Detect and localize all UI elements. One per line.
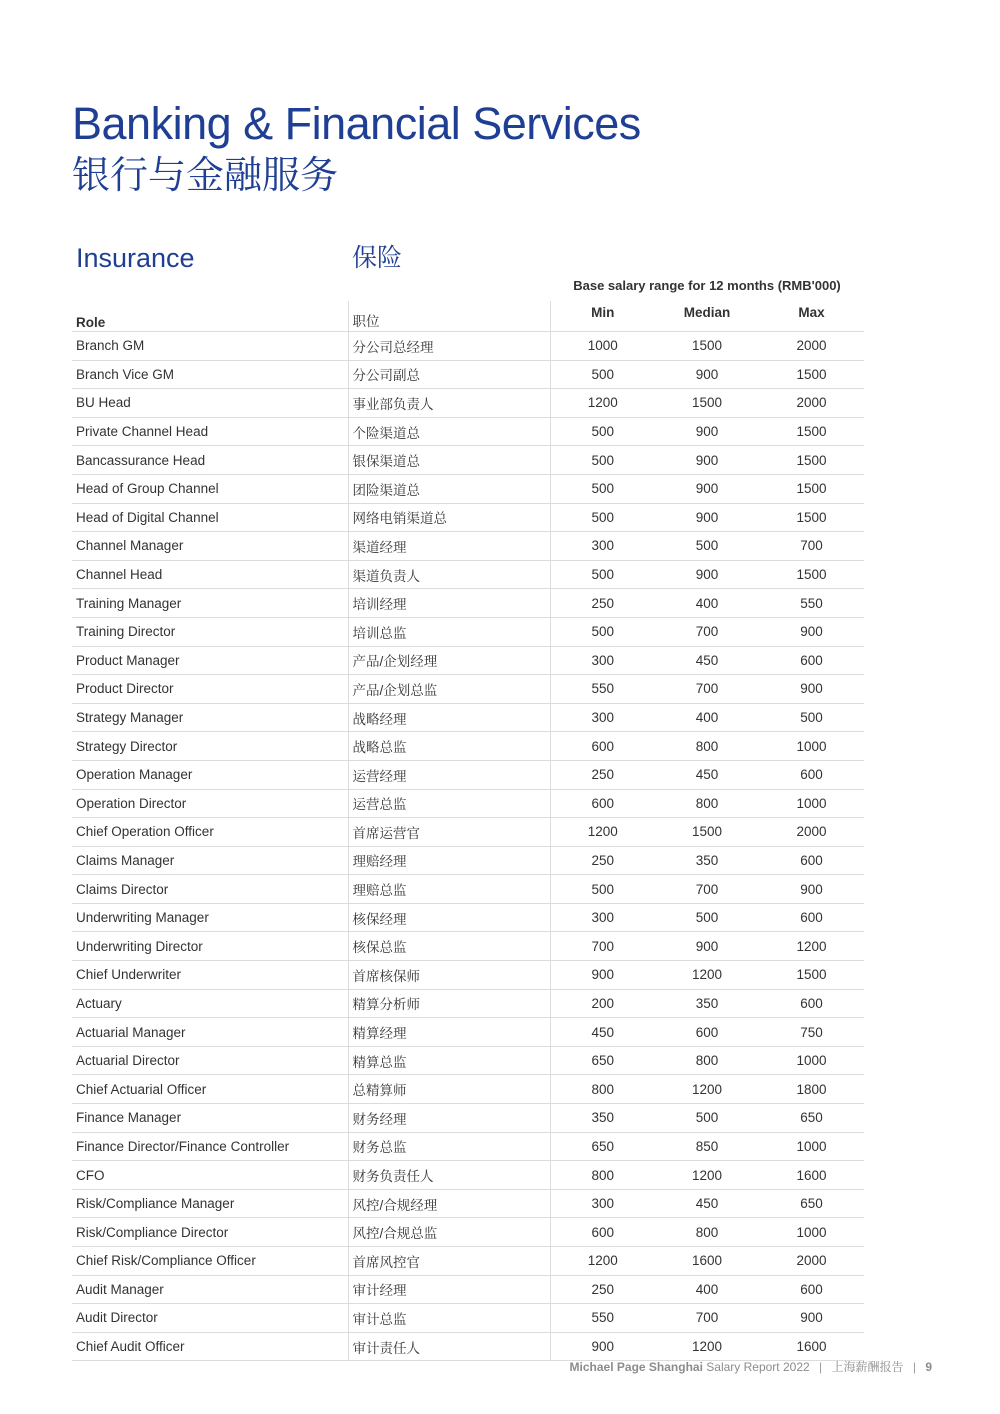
table-row xyxy=(72,703,864,732)
max-salary-cell: 1500 xyxy=(759,446,864,475)
min-salary-cell: 800 xyxy=(550,1075,655,1104)
role-cell: Underwriting Director xyxy=(72,932,348,961)
min-salary-cell: 700 xyxy=(550,932,655,961)
role-chinese-cell: 银保渠道总 xyxy=(348,446,550,475)
median-salary-cell: 1200 xyxy=(655,1075,759,1104)
max-salary-cell: 1500 xyxy=(759,474,864,503)
median-salary-cell: 1200 xyxy=(655,961,759,990)
max-salary-cell: 700 xyxy=(759,532,864,561)
table-row xyxy=(72,646,864,675)
table-row xyxy=(72,846,864,875)
table-row xyxy=(72,1304,864,1333)
min-salary-cell: 200 xyxy=(550,989,655,1018)
min-salary-cell: 300 xyxy=(550,532,655,561)
role-chinese-cell: 总精算师 xyxy=(348,1075,550,1104)
role-chinese-cell: 风控/合规经理 xyxy=(348,1189,550,1218)
table-row xyxy=(72,1189,864,1218)
median-salary-cell: 700 xyxy=(655,675,759,704)
max-salary-cell: 1000 xyxy=(759,732,864,761)
max-salary-cell: 600 xyxy=(759,760,864,789)
role-cell: Audit Manager xyxy=(72,1275,348,1304)
role-cell: Chief Risk/Compliance Officer xyxy=(72,1247,348,1276)
table-row xyxy=(72,417,864,446)
role-chinese-cell: 培训总监 xyxy=(348,617,550,646)
table-row xyxy=(72,1075,864,1104)
role-chinese-cell: 培训经理 xyxy=(348,589,550,618)
role-cell: Finance Manager xyxy=(72,1104,348,1133)
role-chinese-cell: 渠道经理 xyxy=(348,532,550,561)
column-header-role-chinese: 职位 xyxy=(348,301,550,332)
table-row xyxy=(72,332,864,361)
role-chinese-cell: 团险渠道总 xyxy=(348,474,550,503)
role-cell: Actuarial Director xyxy=(72,1046,348,1075)
max-salary-cell: 1000 xyxy=(759,1046,864,1075)
role-cell: BU Head xyxy=(72,389,348,418)
table-row xyxy=(72,389,864,418)
role-cell: Chief Actuarial Officer xyxy=(72,1075,348,1104)
role-cell: Chief Operation Officer xyxy=(72,818,348,847)
role-cell: Audit Director xyxy=(72,1304,348,1333)
role-chinese-cell: 事业部负责人 xyxy=(348,389,550,418)
median-salary-cell: 350 xyxy=(655,989,759,1018)
table-row xyxy=(72,1104,864,1133)
max-salary-cell: 750 xyxy=(759,1018,864,1047)
table-row xyxy=(72,760,864,789)
role-chinese-cell: 渠道负责人 xyxy=(348,560,550,589)
max-salary-cell: 1000 xyxy=(759,1218,864,1247)
max-salary-cell: 2000 xyxy=(759,1247,864,1276)
min-salary-cell: 650 xyxy=(550,1132,655,1161)
min-salary-cell: 500 xyxy=(550,446,655,475)
table-row xyxy=(72,1046,864,1075)
min-salary-cell: 300 xyxy=(550,646,655,675)
median-salary-cell: 1600 xyxy=(655,1247,759,1276)
median-salary-cell: 1500 xyxy=(655,818,759,847)
max-salary-cell: 650 xyxy=(759,1189,864,1218)
column-header-median: Median xyxy=(655,301,759,332)
median-salary-cell: 800 xyxy=(655,732,759,761)
max-salary-cell: 1000 xyxy=(759,789,864,818)
role-cell: Product Manager xyxy=(72,646,348,675)
median-salary-cell: 900 xyxy=(655,503,759,532)
min-salary-cell: 500 xyxy=(550,560,655,589)
median-salary-cell: 400 xyxy=(655,703,759,732)
role-chinese-cell: 首席核保师 xyxy=(348,961,550,990)
median-salary-cell: 800 xyxy=(655,1046,759,1075)
max-salary-cell: 2000 xyxy=(759,332,864,361)
median-salary-cell: 1200 xyxy=(655,1161,759,1190)
min-salary-cell: 350 xyxy=(550,1104,655,1133)
role-chinese-cell: 理赔总监 xyxy=(348,875,550,904)
page-number: 9 xyxy=(925,1360,932,1374)
table-row xyxy=(72,1332,864,1361)
table-row xyxy=(72,1161,864,1190)
table-row xyxy=(72,875,864,904)
role-cell: Private Channel Head xyxy=(72,417,348,446)
median-salary-cell: 700 xyxy=(655,875,759,904)
role-cell: CFO xyxy=(72,1161,348,1190)
role-chinese-cell: 精算分析师 xyxy=(348,989,550,1018)
max-salary-cell: 600 xyxy=(759,646,864,675)
section-title-chinese: 保险 xyxy=(352,244,403,272)
role-cell: Strategy Director xyxy=(72,732,348,761)
table-row xyxy=(72,474,864,503)
role-chinese-cell: 首席运营官 xyxy=(348,818,550,847)
salary-range-caption: Base salary range for 12 months (RMB'000) xyxy=(573,278,841,293)
median-salary-cell: 900 xyxy=(655,932,759,961)
min-salary-cell: 900 xyxy=(550,961,655,990)
table-row xyxy=(72,932,864,961)
table-row xyxy=(72,818,864,847)
footer-separator: | xyxy=(819,1360,823,1374)
median-salary-cell: 1200 xyxy=(655,1332,759,1361)
min-salary-cell: 450 xyxy=(550,1018,655,1047)
max-salary-cell: 1600 xyxy=(759,1332,864,1361)
median-salary-cell: 450 xyxy=(655,646,759,675)
table-row xyxy=(72,1275,864,1304)
median-salary-cell: 1500 xyxy=(655,332,759,361)
role-cell: Claims Director xyxy=(72,875,348,904)
role-cell: Channel Head xyxy=(72,560,348,589)
min-salary-cell: 300 xyxy=(550,1189,655,1218)
role-chinese-cell: 战略经理 xyxy=(348,703,550,732)
role-chinese-cell: 财务总监 xyxy=(348,1132,550,1161)
median-salary-cell: 700 xyxy=(655,1304,759,1333)
max-salary-cell: 1500 xyxy=(759,961,864,990)
role-chinese-cell: 财务经理 xyxy=(348,1104,550,1133)
min-salary-cell: 250 xyxy=(550,846,655,875)
max-salary-cell: 550 xyxy=(759,589,864,618)
median-salary-cell: 400 xyxy=(655,1275,759,1304)
max-salary-cell: 900 xyxy=(759,875,864,904)
role-chinese-cell: 运营经理 xyxy=(348,760,550,789)
role-cell: Strategy Manager xyxy=(72,703,348,732)
page-title: Banking & Financial Services xyxy=(72,98,641,149)
footer-report-chinese: 上海薪酬报告 xyxy=(831,1360,904,1374)
table-row xyxy=(72,446,864,475)
max-salary-cell: 600 xyxy=(759,989,864,1018)
role-cell: Operation Manager xyxy=(72,760,348,789)
role-chinese-cell: 精算总监 xyxy=(348,1046,550,1075)
table-row xyxy=(72,589,864,618)
median-salary-cell: 700 xyxy=(655,617,759,646)
role-cell: Bancassurance Head xyxy=(72,446,348,475)
table-header-row xyxy=(72,301,864,332)
role-cell: Chief Audit Officer xyxy=(72,1332,348,1361)
median-salary-cell: 800 xyxy=(655,1218,759,1247)
role-chinese-cell: 分公司副总 xyxy=(348,360,550,389)
table-row xyxy=(72,961,864,990)
max-salary-cell: 1500 xyxy=(759,360,864,389)
max-salary-cell: 1500 xyxy=(759,417,864,446)
table-row xyxy=(72,989,864,1018)
median-salary-cell: 900 xyxy=(655,560,759,589)
min-salary-cell: 550 xyxy=(550,675,655,704)
role-chinese-cell: 首席风控官 xyxy=(348,1247,550,1276)
min-salary-cell: 250 xyxy=(550,760,655,789)
median-salary-cell: 500 xyxy=(655,1104,759,1133)
table-row xyxy=(72,1132,864,1161)
min-salary-cell: 500 xyxy=(550,503,655,532)
max-salary-cell: 900 xyxy=(759,1304,864,1333)
table-row xyxy=(72,360,864,389)
median-salary-cell: 450 xyxy=(655,760,759,789)
min-salary-cell: 1200 xyxy=(550,1247,655,1276)
median-salary-cell: 350 xyxy=(655,846,759,875)
median-salary-cell: 900 xyxy=(655,474,759,503)
role-cell: Risk/Compliance Manager xyxy=(72,1189,348,1218)
min-salary-cell: 900 xyxy=(550,1332,655,1361)
max-salary-cell: 1800 xyxy=(759,1075,864,1104)
min-salary-cell: 500 xyxy=(550,875,655,904)
min-salary-cell: 500 xyxy=(550,417,655,446)
role-chinese-cell: 理赔经理 xyxy=(348,846,550,875)
role-chinese-cell: 核保总监 xyxy=(348,932,550,961)
min-salary-cell: 600 xyxy=(550,732,655,761)
min-salary-cell: 250 xyxy=(550,1275,655,1304)
max-salary-cell: 2000 xyxy=(759,389,864,418)
min-salary-cell: 1000 xyxy=(550,332,655,361)
salary-table xyxy=(72,301,864,1361)
role-cell: Actuary xyxy=(72,989,348,1018)
median-salary-cell: 900 xyxy=(655,446,759,475)
max-salary-cell: 500 xyxy=(759,703,864,732)
role-chinese-cell: 财务负责任人 xyxy=(348,1161,550,1190)
min-salary-cell: 300 xyxy=(550,903,655,932)
max-salary-cell: 900 xyxy=(759,617,864,646)
max-salary-cell: 900 xyxy=(759,675,864,704)
role-chinese-cell: 风控/合规总监 xyxy=(348,1218,550,1247)
median-salary-cell: 800 xyxy=(655,789,759,818)
max-salary-cell: 650 xyxy=(759,1104,864,1133)
max-salary-cell: 1200 xyxy=(759,932,864,961)
table-row xyxy=(72,1018,864,1047)
footer-brand: Michael Page Shanghai xyxy=(569,1360,703,1374)
table-row xyxy=(72,1218,864,1247)
max-salary-cell: 1000 xyxy=(759,1132,864,1161)
role-cell: Actuarial Manager xyxy=(72,1018,348,1047)
min-salary-cell: 650 xyxy=(550,1046,655,1075)
min-salary-cell: 250 xyxy=(550,589,655,618)
table-row xyxy=(72,617,864,646)
role-chinese-cell: 运营总监 xyxy=(348,789,550,818)
role-cell: Product Director xyxy=(72,675,348,704)
median-salary-cell: 900 xyxy=(655,417,759,446)
table-row xyxy=(72,532,864,561)
role-chinese-cell: 精算经理 xyxy=(348,1018,550,1047)
min-salary-cell: 1200 xyxy=(550,818,655,847)
column-header-min: Min xyxy=(550,301,655,332)
max-salary-cell: 600 xyxy=(759,1275,864,1304)
min-salary-cell: 600 xyxy=(550,1218,655,1247)
column-header-max: Max xyxy=(759,301,864,332)
role-cell: Training Manager xyxy=(72,589,348,618)
column-header-role: Role xyxy=(72,301,348,332)
role-chinese-cell: 产品/企划总监 xyxy=(348,675,550,704)
median-salary-cell: 400 xyxy=(655,589,759,618)
median-salary-cell: 500 xyxy=(655,903,759,932)
min-salary-cell: 600 xyxy=(550,789,655,818)
role-cell: Operation Director xyxy=(72,789,348,818)
max-salary-cell: 1500 xyxy=(759,503,864,532)
min-salary-cell: 300 xyxy=(550,703,655,732)
role-cell: Head of Digital Channel xyxy=(72,503,348,532)
role-chinese-cell: 个险渠道总 xyxy=(348,417,550,446)
role-cell: Underwriting Manager xyxy=(72,903,348,932)
role-chinese-cell: 审计责任人 xyxy=(348,1332,550,1361)
table-row xyxy=(72,732,864,761)
max-salary-cell: 1500 xyxy=(759,560,864,589)
role-cell: Claims Manager xyxy=(72,846,348,875)
median-salary-cell: 900 xyxy=(655,360,759,389)
salary-table-body xyxy=(72,332,864,1361)
min-salary-cell: 800 xyxy=(550,1161,655,1190)
role-cell: Head of Group Channel xyxy=(72,474,348,503)
role-cell: Channel Manager xyxy=(72,532,348,561)
max-salary-cell: 600 xyxy=(759,903,864,932)
max-salary-cell: 2000 xyxy=(759,818,864,847)
role-cell: Chief Underwriter xyxy=(72,961,348,990)
table-row xyxy=(72,503,864,532)
median-salary-cell: 850 xyxy=(655,1132,759,1161)
role-cell: Branch Vice GM xyxy=(72,360,348,389)
table-row xyxy=(72,1247,864,1276)
role-chinese-cell: 核保经理 xyxy=(348,903,550,932)
page-title-chinese: 银行与金融服务 xyxy=(72,155,339,197)
role-cell: Risk/Compliance Director xyxy=(72,1218,348,1247)
median-salary-cell: 500 xyxy=(655,532,759,561)
max-salary-cell: 1600 xyxy=(759,1161,864,1190)
role-chinese-cell: 审计经理 xyxy=(348,1275,550,1304)
table-row xyxy=(72,560,864,589)
role-cell: Branch GM xyxy=(72,332,348,361)
min-salary-cell: 550 xyxy=(550,1304,655,1333)
min-salary-cell: 500 xyxy=(550,474,655,503)
page-footer xyxy=(570,1358,932,1376)
role-cell: Finance Director/Finance Controller xyxy=(72,1132,348,1161)
role-chinese-cell: 分公司总经理 xyxy=(348,332,550,361)
min-salary-cell: 500 xyxy=(550,360,655,389)
median-salary-cell: 450 xyxy=(655,1189,759,1218)
max-salary-cell: 600 xyxy=(759,846,864,875)
min-salary-cell: 500 xyxy=(550,617,655,646)
role-chinese-cell: 审计总监 xyxy=(348,1304,550,1333)
footer-separator: | xyxy=(912,1360,916,1374)
role-chinese-cell: 产品/企划经理 xyxy=(348,646,550,675)
table-row xyxy=(72,903,864,932)
role-cell: Training Director xyxy=(72,617,348,646)
section-title: Insurance xyxy=(76,243,195,273)
median-salary-cell: 600 xyxy=(655,1018,759,1047)
role-chinese-cell: 网络电销渠道总 xyxy=(348,503,550,532)
table-row xyxy=(72,675,864,704)
footer-report: Salary Report 2022 xyxy=(706,1360,810,1374)
median-salary-cell: 1500 xyxy=(655,389,759,418)
role-chinese-cell: 战略总监 xyxy=(348,732,550,761)
min-salary-cell: 1200 xyxy=(550,389,655,418)
table-row xyxy=(72,789,864,818)
